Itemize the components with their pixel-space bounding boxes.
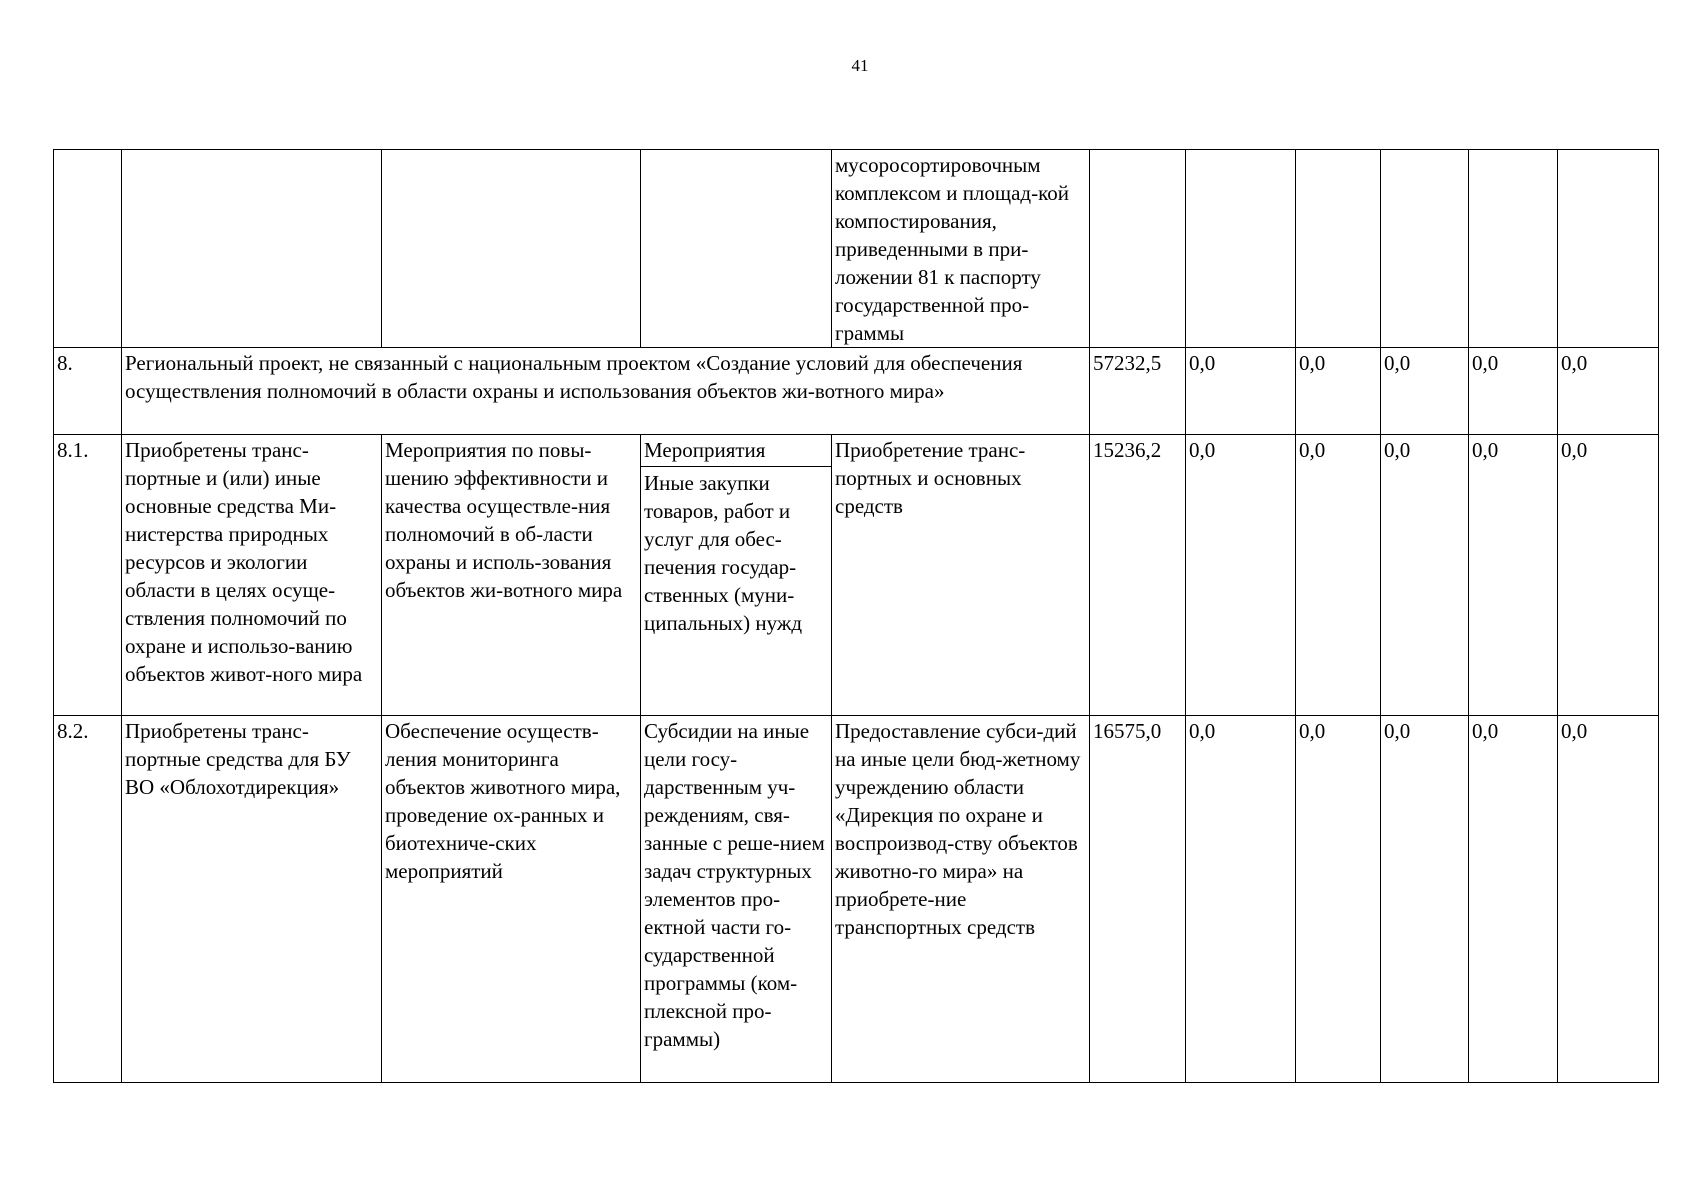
cell-type: [641, 435, 832, 716]
amount-year-1: 0,0: [1186, 348, 1296, 435]
cell-result: Приобретены транс-портные и (или) иные основные средства Ми-нистерства природных ресурсов и экологии области в целях осуще-ствления полномочий по охране и использо-ванию объектов живот-ного мира: [122, 435, 382, 716]
row-number: 8.2.: [54, 716, 122, 1083]
cell-type-bottom: Иные закупки товаров, работ и услуг для обес-печения государ-ственных (муни-ципальных) нужд: [644, 471, 803, 635]
amount-year-5: 0,0: [1558, 435, 1659, 716]
amount-year-3: 0,0: [1381, 435, 1469, 716]
cell-description-continued: мусоросортировочным комплексом и площад-кой компостирования, приведенными в при-ложении 81 к паспорту государственной про-граммы: [832, 150, 1090, 348]
cell-blank: [1558, 150, 1659, 348]
table-row-8-1: [54, 435, 1659, 716]
amount-year-1: 0,0: [1186, 716, 1296, 1083]
cell-measure: Обеспечение осуществ-ления мониторинга объектов животного мира, проведение ох-ранных и биотехниче-ских мероприятий: [382, 716, 641, 1083]
cell-result: Приобретены транс-портные средства для БУ ВО «Облохотдирекция»: [122, 716, 382, 1083]
cell-blank: [382, 150, 641, 348]
amount-year-1: 0,0: [1186, 435, 1296, 716]
cell-blank: [1186, 150, 1296, 348]
cell-blank: [641, 150, 832, 348]
cell-description: Предоставление субси-дий на иные цели бюд-жетному учреждению области «Дирекция по охране и воспроизвод-ству объектов животно-го мира» на приобрете-ние транспортных средств: [832, 716, 1090, 1083]
table-row-8: [54, 348, 1659, 435]
amount-year-3: 0,0: [1381, 348, 1469, 435]
amount-year-5: 0,0: [1558, 716, 1659, 1083]
cell-blank: [122, 150, 382, 348]
amount-total: 57232,5: [1090, 348, 1186, 435]
amount-total: 16575,0: [1090, 716, 1186, 1083]
amount-year-2: 0,0: [1296, 348, 1381, 435]
amount-year-4: 0,0: [1469, 348, 1558, 435]
cell-description: Приобретение транс-портных и основных средств: [832, 435, 1090, 716]
regional-project-title: Региональный проект, не связанный с национальным проектом «Создание условий для обеспечения осуществления полномочий в области охраны и использования объектов жи-вотного мира»: [122, 348, 1090, 435]
row-number: 8.1.: [54, 435, 122, 716]
page-number: 41: [851, 56, 869, 75]
cell-type-top: Мероприятия: [641, 436, 831, 467]
cell-blank: [1469, 150, 1558, 348]
amount-year-2: 0,0: [1296, 716, 1381, 1083]
amount-total: 15236,2: [1090, 435, 1186, 716]
program-table: [53, 149, 1659, 1083]
amount-year-4: 0,0: [1469, 435, 1558, 716]
cell-blank: [1381, 150, 1469, 348]
cell-blank: [1090, 150, 1186, 348]
cell-blank: [1296, 150, 1381, 348]
cell-blank: [54, 150, 122, 348]
amount-year-5: 0,0: [1558, 348, 1659, 435]
table-row-8-2: [54, 716, 1659, 1083]
amount-year-3: 0,0: [1381, 716, 1469, 1083]
amount-year-4: 0,0: [1469, 716, 1558, 1083]
table-row-continuation: [54, 150, 1659, 348]
cell-measure: Мероприятия по повы-шению эффективности и качества осуществле-ния полномочий в об-ласти охраны и исполь-зования объектов жи-вотного мира: [382, 435, 641, 716]
amount-year-2: 0,0: [1296, 435, 1381, 716]
cell-type: Субсидии на иные цели госу-дарственным уч-реждениям, свя-занные с реше-нием задач структурных элементов про-ектной части го-сударственной программы (ком-плексной про-граммы): [641, 716, 832, 1083]
row-number: 8.: [54, 348, 122, 435]
